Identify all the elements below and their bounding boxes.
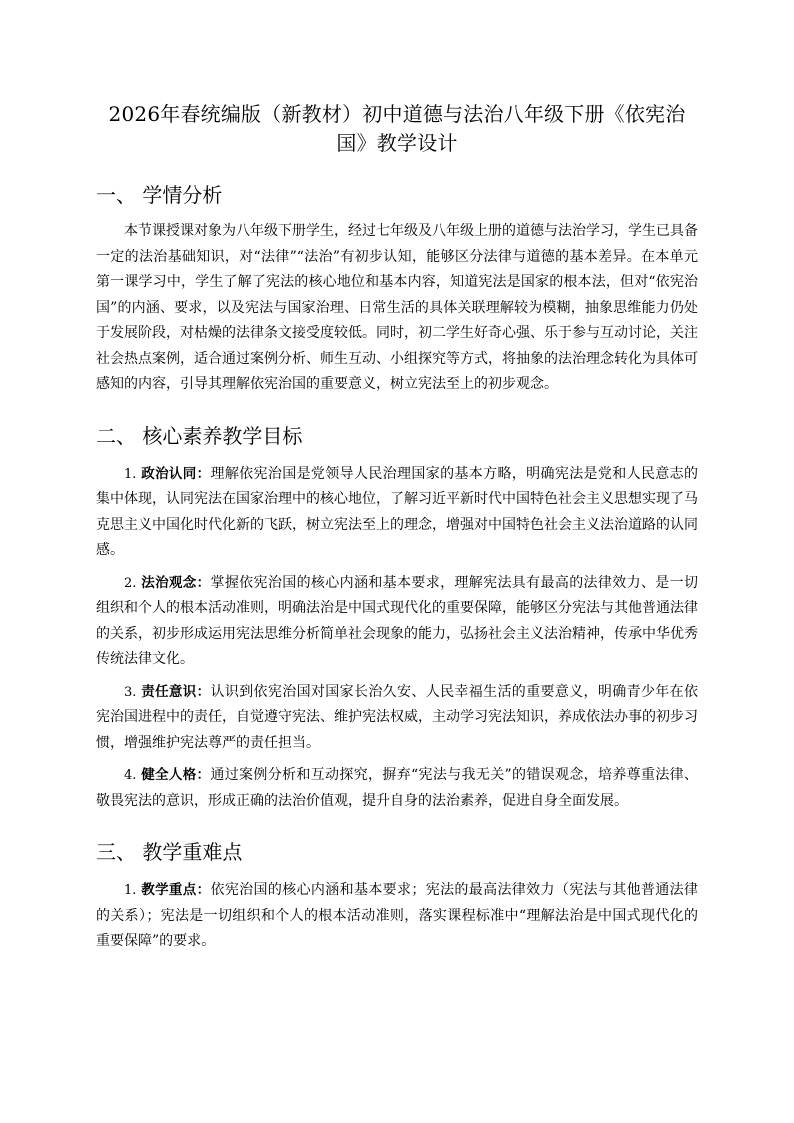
document-title: 2026年春统编版（新教材）初中道德与法治八年级下册《依宪治国》教学设计 [108,102,686,155]
goal-text: 理解依宪治国是党领导人民治理国家的基本方略，明确宪法是党和人民意志的集中体现，认同宪法在国家治理中的核心地位，了解习近平新时代中国特色社会主义思想实现了马克思主义中国化时代化新的飞跃，树立宪法至上的理念，增强对中国特色社会主义法治道路的认同感。 [96,465,699,558]
document-page [96,100,698,955]
goal-label: 健全人格： [141,767,211,783]
goal-label: 责任意识： [141,683,211,700]
key-point-text: 依宪治国的核心内涵和基本要求；宪法的最高法律效力（宪法与其他普通法律的关系）；宪法是一切组织和个人的根本活动准则，落实课程标准中“理解法治是中国式现代化的重要保障”的要求。 [96,882,699,949]
goal-number: 2. [124,575,137,591]
goal-item-political-identity [96,462,698,564]
key-point-label: 教学重点： [141,882,211,898]
goal-text: 通过案例分析和互动探究，摒弃“宪法与我无关”的错误观念，培养尊重法律、敬畏宪法的意识，形成正确的法治价值观，提升自身的法治素养，促进自身全面发展。 [96,767,699,809]
goal-item-personality [96,763,698,814]
goal-label: 法治观念： [141,574,211,591]
section-heading-teaching-goals: 二、 核心素养教学目标 [96,423,303,448]
goal-number: 1. [124,466,137,482]
goal-number: 3. [124,684,137,700]
goal-number: 4. [124,768,137,783]
section-heading-key-points: 三、 教学重难点 [96,840,243,864]
goal-text: 认识到依宪治国对国家长治久安、人民幸福生活的重要意义，明确青少年在依宪治国进程中的责任，自觉遵守宪法、维护宪法权威，主动学习宪法知识，养成依法办事的初步习惯，增强维护宪法尊严的责任担当。 [96,683,699,751]
goal-item-responsibility [96,680,698,757]
section-heading-learning-analysis: 一、 学情分析 [96,183,223,207]
goal-item-rule-of-law [96,571,698,673]
goal-text: 掌握依宪治国的核心内涵和基本要求，理解宪法具有最高的法律效力、是一切组织和个人的根本活动准则，明确法治是中国式现代化的重要保障，能够区分宪法与其他普通法律的关系，初步形成运用宪法思维分析简单社会现象的能力，弘扬社会主义法治精神，传承中华优秀传统法律文化。 [96,574,699,667]
paragraph-learning-analysis: 本节课授课对象为八年级下册学生，经过七年级及八年级上册的道德与法治学习，学生已具备一定的法治基础知识，对“法律”“法治”有初步认知，能够区分法律与道德的基本差异。在本单元第一课学习中，学生了解了宪法的核心地位和基本内容，知道宪法是国家的根本法，但对“依宪治国”的内涵、要求，以及宪法与国家治理、日常生活的具体关联理解较为模糊，抽象思维能力仍处于发展阶段，对枯燥的法律条文接受度较低。同时，初二学生好奇心强、乐于参与互动讨论，关注社会热点案例，适合通过案例分析、师生互动、小组探究等方式，将抽象的法治理念转化为具体可感知的内容，引导其理解依宪治国的重要意义，树立宪法至上的初步观念。 [96,223,698,392]
key-point-number: 1. [124,883,137,898]
key-point-item [96,878,698,955]
goal-label: 政治认同： [141,465,211,482]
